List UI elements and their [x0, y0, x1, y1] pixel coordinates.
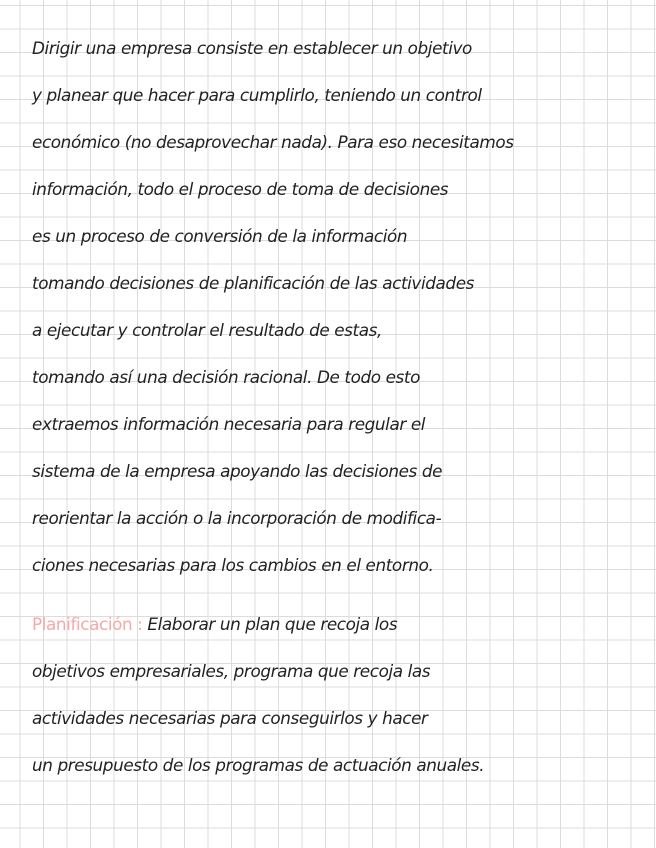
paragraph-planificacion: [32, 606, 650, 794]
text-line: tomando así una decisión racional. De todo esto: [32, 368, 420, 387]
planificacion-heading: Planificación :: [32, 615, 143, 634]
text-line: extraemos información necesaria para regular el: [32, 415, 426, 434]
text-line: y planear que hacer para cumplirlo, teniendo un control: [32, 86, 482, 105]
paragraph-gap: [32, 594, 650, 606]
text-line: sistema de la empresa apoyando las decisiones de: [32, 462, 443, 481]
text-line: económico (no desaprovechar nada). Para eso necesitamos: [32, 133, 514, 152]
text-line: es un proceso de conversión de la información: [32, 227, 408, 246]
text-line: actividades necesarias para conseguirlos y hacer: [32, 709, 428, 728]
text-line: a ejecutar y controlar el resultado de estas,: [32, 321, 382, 340]
text-line: un presupuesto de los programas de actuación anuales.: [32, 756, 485, 775]
text-line: Dirigir una empresa consiste en establecer un objetivo: [32, 39, 472, 58]
text-line: objetivos empresariales, programa que recoja las: [32, 662, 431, 681]
paragraph-dirigir-empresa: [32, 30, 650, 594]
text-line-with-heading: [32, 606, 656, 653]
handwritten-notes: [32, 30, 650, 794]
text-line: ciones necesarias para los cambios en el entorno.: [32, 556, 434, 575]
heading-line-text: Elaborar un plan que recoja los: [142, 615, 398, 634]
text-line: información, todo el proceso de toma de decisiones: [32, 180, 449, 199]
text-line: reorientar la acción o la incorporación de modifica-: [32, 509, 442, 528]
text-line: tomando decisiones de planificación de las actividades: [32, 274, 475, 293]
